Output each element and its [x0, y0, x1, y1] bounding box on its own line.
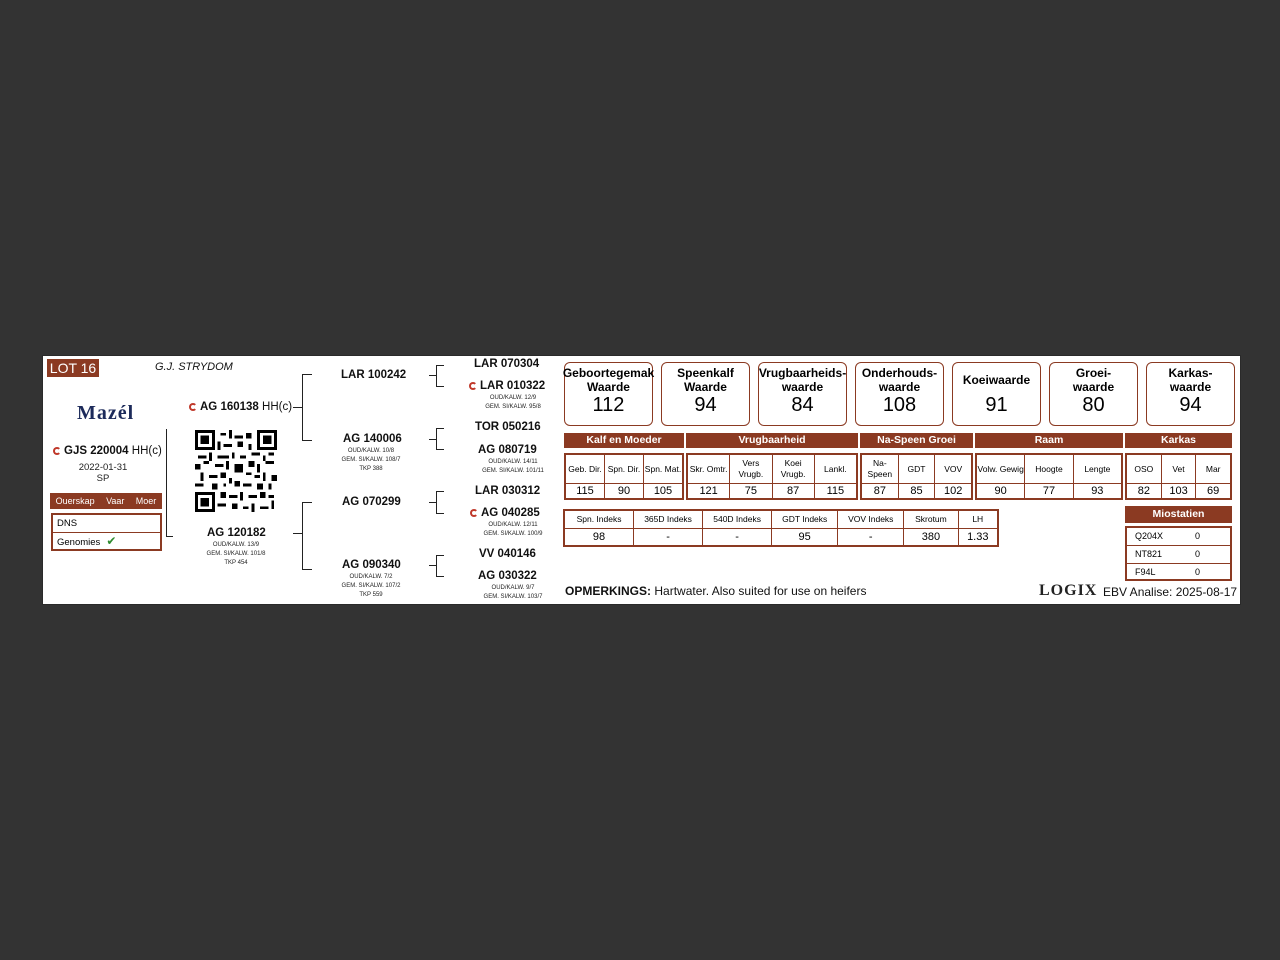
animal-dob: 2022-01-31 — [78, 462, 128, 473]
gen3-3-id: TOR 050216 — [475, 421, 541, 433]
connector — [436, 386, 444, 387]
gen3-4-line-1: OUD/KALW. 14/11 — [488, 459, 538, 465]
connector — [429, 375, 436, 376]
dam-line-1: OUD/KALW. 13/9 — [212, 542, 260, 548]
connector — [302, 569, 312, 570]
gen3-7-id: VV 040146 — [479, 548, 536, 560]
tab-vaar[interactable]: Vaar — [106, 496, 125, 506]
connector — [436, 428, 444, 429]
ebv-date: EBV Analise: 2025-08-17 — [1103, 585, 1238, 599]
ebv-speenkalf: Speenkalf Waarde 94 — [661, 362, 750, 426]
group-kalf — [564, 453, 684, 500]
gen2-4-line-2: GEM. SI/KALW. 107/2 — [341, 583, 401, 589]
index-cell: 365D Indeks - — [634, 511, 703, 545]
connector — [429, 439, 436, 440]
tab-moer[interactable]: Moer — [135, 496, 157, 506]
trait-cell: GDT 85 — [899, 455, 936, 498]
group-vrugbaarheid — [686, 453, 858, 500]
group-head-kalf: Kalf en Moeder — [564, 433, 684, 448]
index-cell: LH 1.33 — [959, 511, 997, 545]
index-cell: Spn. Indeks 98 — [565, 511, 634, 545]
connector — [436, 555, 437, 576]
gen2-3-id: AG 070299 — [342, 496, 401, 508]
connector — [436, 513, 444, 514]
trait-cell: Spn. Dir. 90 — [605, 455, 644, 498]
animal-code: SP — [96, 473, 110, 484]
connector — [166, 429, 167, 536]
trait-cell: Mar 69 — [1196, 455, 1230, 498]
group-head-karkas: Karkas — [1125, 433, 1232, 448]
mazel-logo — [77, 402, 134, 425]
animal-id: GJS 220004 HH(c) — [53, 445, 162, 457]
ebv-koeiwaarde: Koeiwaarde 91 — [952, 362, 1041, 426]
gen2-4-line-3: TKP 559 — [359, 592, 383, 598]
connector — [436, 576, 444, 577]
gen3-2-line-2: GEM. SI/KALW. 95/8 — [485, 404, 541, 410]
lot-badge: LOT 16 — [47, 359, 99, 377]
gen2-4-line-1: OUD/KALW. 7/2 — [349, 574, 393, 580]
gen3-6-line-1: OUD/KALW. 12/11 — [488, 522, 538, 528]
trait-cell: VOV 102 — [935, 455, 971, 498]
dam-line-3: TKP 454 — [224, 560, 248, 566]
gen2-2-line-2: GEM. SI/KALW. 108/7 — [341, 457, 401, 463]
connector — [302, 502, 303, 569]
gen2-2-line-3: TKP 388 — [359, 466, 383, 472]
trait-cell: OSO 82 — [1127, 455, 1162, 498]
miostatien-row: F94L 0 — [1135, 567, 1201, 577]
ebv-karkas: Karkas- waarde 94 — [1146, 362, 1235, 426]
trait-cell: Geb. Dir. 115 — [566, 455, 605, 498]
index-cell: 540D Indeks - — [703, 511, 772, 545]
group-raam — [975, 453, 1123, 500]
trait-cell: Lengte 93 — [1074, 455, 1121, 498]
trait-cell: Vet 103 — [1162, 455, 1197, 498]
gen3-4-id: AG 080719 — [478, 444, 537, 456]
remarks: OPMERKINGS: Hartwater. Also suited for use on heifers — [565, 584, 867, 598]
connector — [293, 533, 302, 534]
tab-ouerskap[interactable]: Ouerskap — [55, 496, 95, 506]
gen3-1-id: LAR 070304 — [474, 358, 540, 370]
gen3-4-line-2: GEM. SI/KALW. 101/11 — [482, 468, 544, 474]
gen3-2-id: LAR 010322 — [469, 380, 545, 392]
ebv-vrugbaarheid: Vrugbaarheids- waarde 84 — [758, 362, 847, 426]
sire-id: AG 160138 HH(c) — [189, 401, 292, 413]
gen3-8-id: AG 030322 — [478, 570, 537, 582]
dns-label: DNS — [53, 515, 160, 533]
connector — [302, 440, 312, 441]
gen2-2-line-1: OUD/KALW. 10/8 — [347, 448, 395, 454]
miostatien-row: NT821 0 — [1127, 546, 1230, 564]
dam-line-2: GEM. SI/KALW. 101/8 — [206, 551, 266, 557]
gen2-1-id: LAR 100242 — [341, 369, 407, 381]
ebv-onderhoud: Onderhouds- waarde 108 — [855, 362, 944, 426]
genomic-ring-icon — [470, 509, 478, 517]
miostatien-head: Miostatien — [1125, 506, 1232, 523]
group-head-raam: Raam — [975, 433, 1123, 448]
gen3-6-id: AG 040285 — [470, 507, 540, 519]
gen2-4-id: AG 090340 — [342, 559, 401, 571]
index-cell: VOV Indeks - — [838, 511, 904, 545]
group-naspeen — [860, 453, 973, 500]
trait-cell: Skr. Omtr. 121 — [688, 455, 730, 498]
connector — [429, 565, 436, 566]
connector — [436, 491, 444, 492]
connector — [436, 365, 444, 366]
connector — [436, 491, 437, 513]
miostatien-row: Q204X 0 — [1127, 528, 1230, 546]
gen3-2-line-1: OUD/KALW. 12/9 — [489, 395, 537, 401]
genomic-ring-icon — [189, 403, 197, 411]
trait-cell: Vers Vrugb. 75 — [730, 455, 772, 498]
ebv-groei: Groei- waarde 80 — [1049, 362, 1138, 426]
trait-cell: Spn. Mat. 105 — [644, 455, 682, 498]
index-cell: Skrotum 380 — [904, 511, 958, 545]
connector — [436, 449, 444, 450]
ebv-geboortegemak: Geboortegemak Waarde 112 — [564, 362, 653, 426]
logo-text: Mazél — [77, 402, 135, 424]
owner-name: G.J. STRYDOM — [155, 361, 233, 373]
trait-cell: Koei Vrugb. 87 — [773, 455, 815, 498]
gen3-8-line-2: GEM. SI/KALW. 103/7 — [483, 594, 543, 600]
check-icon: ✔ — [106, 534, 117, 548]
tab-bar — [50, 493, 162, 509]
genomic-ring-icon — [53, 447, 61, 455]
gen3-5-id: LAR 030312 — [475, 485, 541, 497]
group-head-naspeen: Na-Speen Groei — [860, 433, 973, 448]
connector — [436, 428, 437, 449]
gen2-2-id: AG 140006 — [343, 433, 402, 445]
gen3-6-line-2: GEM. SI/KALW. 100/9 — [483, 531, 543, 537]
connector — [436, 365, 437, 386]
index-cell: GDT Indeks 95 — [772, 511, 838, 545]
genomics-row: Genomies ✔ — [57, 534, 117, 548]
lot-card — [42, 355, 1241, 605]
index-table — [563, 509, 999, 547]
connector — [429, 502, 436, 503]
miostatien-table — [1125, 526, 1232, 581]
trait-cell: Na- Speen 87 — [862, 455, 899, 498]
connector — [302, 502, 312, 503]
dns-box — [51, 513, 162, 551]
connector — [302, 374, 312, 375]
connector — [302, 374, 303, 440]
group-head-vrugbaarheid: Vrugbaarheid — [686, 433, 858, 448]
trait-cell: Lankl. 115 — [815, 455, 856, 498]
connector — [293, 407, 302, 408]
genomic-ring-icon — [469, 382, 477, 390]
logix-logo: LOGIX — [1039, 582, 1098, 599]
connector — [436, 555, 444, 556]
trait-cell: Hoogte 77 — [1025, 455, 1073, 498]
connector — [166, 536, 173, 537]
group-karkas — [1125, 453, 1232, 500]
dam-id: AG 120182 — [207, 527, 266, 539]
gen3-8-line-1: OUD/KALW. 9/7 — [491, 585, 535, 591]
qr-code-icon[interactable] — [195, 430, 277, 512]
trait-cell: Volw. Gewig 90 — [977, 455, 1025, 498]
